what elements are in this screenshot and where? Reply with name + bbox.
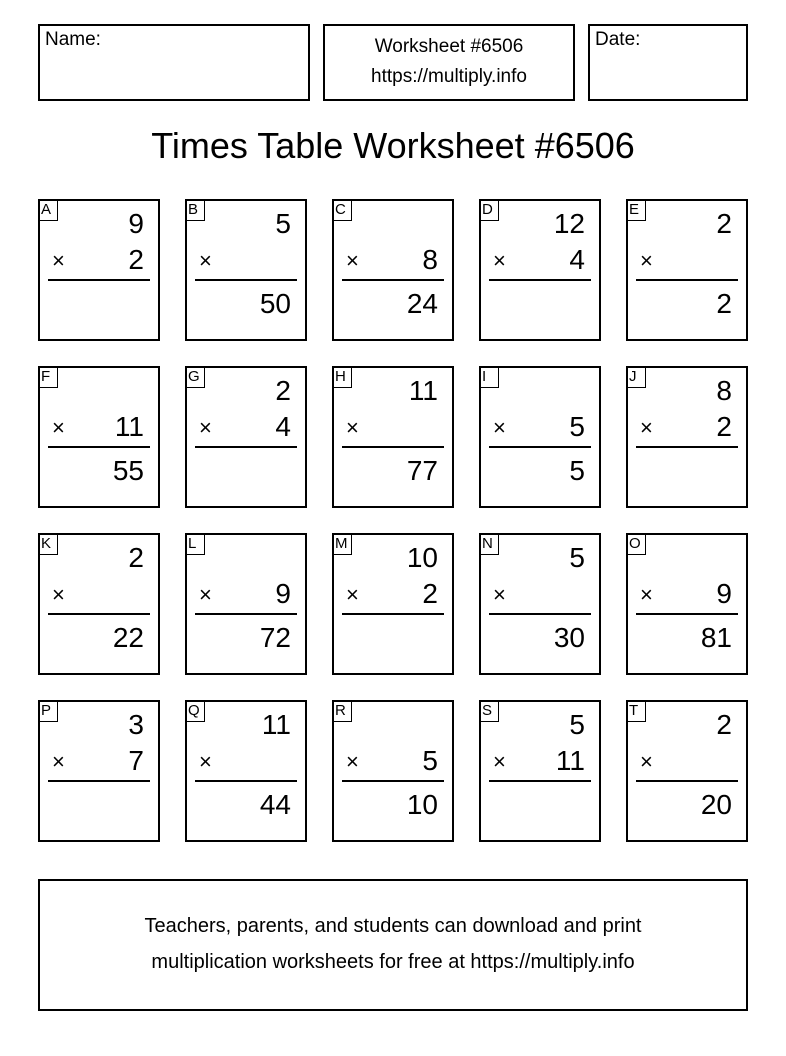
problem-card: [626, 533, 748, 675]
problem-card: [332, 533, 454, 675]
answer-rule: [342, 613, 444, 615]
answer-rule: [342, 279, 444, 281]
problem-card: [185, 700, 307, 842]
problem-card: [479, 366, 601, 508]
problem-card: [38, 366, 160, 508]
times-sign: ×: [199, 415, 212, 440]
times-sign: ×: [52, 582, 65, 607]
answer-rule: [636, 279, 738, 281]
problem-product: 72: [259, 622, 291, 653]
answer-rule: [195, 446, 297, 448]
date-label: Date:: [595, 29, 641, 50]
problem-multiplicand: 2: [275, 375, 291, 406]
problem-multiplier: 4: [569, 244, 585, 275]
times-sign: ×: [52, 415, 65, 440]
problem-product: 20: [700, 789, 732, 820]
problem-multiplicand: 5: [569, 709, 585, 740]
times-sign: ×: [640, 415, 653, 440]
times-sign: ×: [346, 749, 359, 774]
answer-rule: [342, 780, 444, 782]
worksheet-info-box: [323, 24, 575, 101]
times-sign: ×: [199, 248, 212, 273]
footer-line-1: Teachers, parents, and students can download and print: [144, 915, 642, 937]
problem-card: [38, 199, 160, 341]
footer-line-2: multiplication worksheets for free at https://multiply.info: [151, 951, 635, 973]
problem-product: 81: [700, 622, 732, 653]
problem-card: [479, 700, 601, 842]
problem-multiplier: 7: [128, 745, 144, 776]
problem-label: J: [626, 366, 646, 388]
problem-card: [38, 700, 160, 842]
problem-label: P: [38, 700, 58, 722]
answer-rule: [489, 446, 591, 448]
name-label: Name:: [45, 29, 101, 50]
problem-label: Q: [185, 700, 205, 722]
problem-product: 2: [716, 288, 732, 319]
times-sign: ×: [640, 248, 653, 273]
times-sign: ×: [493, 582, 506, 607]
problem-label: B: [185, 199, 205, 221]
problem-label: N: [479, 533, 499, 555]
problem-multiplicand: 9: [128, 208, 144, 239]
problem-product: 22: [112, 622, 144, 653]
problem-label: S: [479, 700, 499, 722]
problem-product: 44: [259, 789, 291, 820]
problem-label: M: [332, 533, 352, 555]
problem-multiplicand: 5: [569, 542, 585, 573]
problem-label: R: [332, 700, 352, 722]
answer-rule: [195, 613, 297, 615]
problem-multiplicand: 10: [406, 542, 438, 573]
problem-multiplier: 4: [275, 411, 291, 442]
problem-multiplicand: 2: [716, 208, 732, 239]
problem-card: [185, 533, 307, 675]
problem-product: 77: [406, 455, 438, 486]
answer-rule: [636, 780, 738, 782]
problem-multiplicand: 11: [261, 709, 291, 740]
times-sign: ×: [640, 749, 653, 774]
times-sign: ×: [199, 582, 212, 607]
problem-label: C: [332, 199, 352, 221]
problem-card: [626, 366, 748, 508]
problem-label: I: [479, 366, 499, 388]
worksheet-url: https://multiply.info: [371, 66, 527, 87]
answer-rule: [489, 279, 591, 281]
problem-multiplicand: 2: [128, 542, 144, 573]
answer-rule: [636, 613, 738, 615]
problem-multiplicand: 3: [128, 709, 144, 740]
problem-product: 55: [112, 455, 144, 486]
problem-multiplier: 11: [555, 745, 585, 776]
times-sign: ×: [52, 749, 65, 774]
problem-product: 30: [553, 622, 585, 653]
problem-label: A: [38, 199, 58, 221]
name-field-box: [38, 24, 310, 101]
problem-multiplicand: 2: [716, 709, 732, 740]
problem-card: [38, 533, 160, 675]
problem-multiplier: 2: [128, 244, 144, 275]
problem-product: 5: [569, 455, 585, 486]
problem-multiplier: 2: [716, 411, 732, 442]
answer-rule: [48, 613, 150, 615]
problem-product: 24: [406, 288, 438, 319]
problem-multiplier: 5: [422, 745, 438, 776]
problem-label: G: [185, 366, 205, 388]
answer-rule: [195, 279, 297, 281]
answer-rule: [48, 279, 150, 281]
answer-rule: [636, 446, 738, 448]
problem-multiplier: 8: [422, 244, 438, 275]
answer-rule: [195, 780, 297, 782]
problem-multiplicand: 12: [553, 208, 585, 239]
answer-rule: [489, 613, 591, 615]
problem-card: [332, 199, 454, 341]
problem-multiplicand: 11: [408, 375, 438, 406]
problem-label: E: [626, 199, 646, 221]
times-sign: ×: [493, 415, 506, 440]
answer-rule: [489, 780, 591, 782]
times-sign: ×: [640, 582, 653, 607]
problem-product: 10: [406, 789, 438, 820]
problem-multiplier: 11: [114, 411, 144, 442]
problem-card: [332, 700, 454, 842]
problem-label: D: [479, 199, 499, 221]
problem-label: T: [626, 700, 646, 722]
problem-label: L: [185, 533, 205, 555]
times-sign: ×: [52, 248, 65, 273]
problem-card: [626, 199, 748, 341]
problem-card: [479, 533, 601, 675]
times-sign: ×: [493, 749, 506, 774]
times-sign: ×: [493, 248, 506, 273]
date-field-box: [588, 24, 748, 101]
problem-card: [185, 366, 307, 508]
problem-multiplier: 9: [716, 578, 732, 609]
problem-multiplier: 9: [275, 578, 291, 609]
problem-multiplicand: 8: [716, 375, 732, 406]
problem-card: [185, 199, 307, 341]
times-sign: ×: [199, 749, 212, 774]
problem-product: 50: [259, 288, 291, 319]
problem-label: K: [38, 533, 58, 555]
problem-multiplicand: 5: [275, 208, 291, 239]
footer-box: [38, 879, 748, 1011]
times-sign: ×: [346, 248, 359, 273]
problem-card: [479, 199, 601, 341]
times-sign: ×: [346, 415, 359, 440]
answer-rule: [48, 446, 150, 448]
problem-multiplier: 2: [422, 578, 438, 609]
times-sign: ×: [346, 582, 359, 607]
problem-label: F: [38, 366, 58, 388]
problem-card: [332, 366, 454, 508]
problem-label: O: [626, 533, 646, 555]
answer-rule: [48, 780, 150, 782]
problem-multiplier: 5: [569, 411, 585, 442]
worksheet-number: Worksheet #6506: [374, 36, 524, 57]
problem-label: H: [332, 366, 352, 388]
problem-card: [626, 700, 748, 842]
page-title: Times Table Worksheet #6506: [151, 125, 635, 166]
answer-rule: [342, 446, 444, 448]
